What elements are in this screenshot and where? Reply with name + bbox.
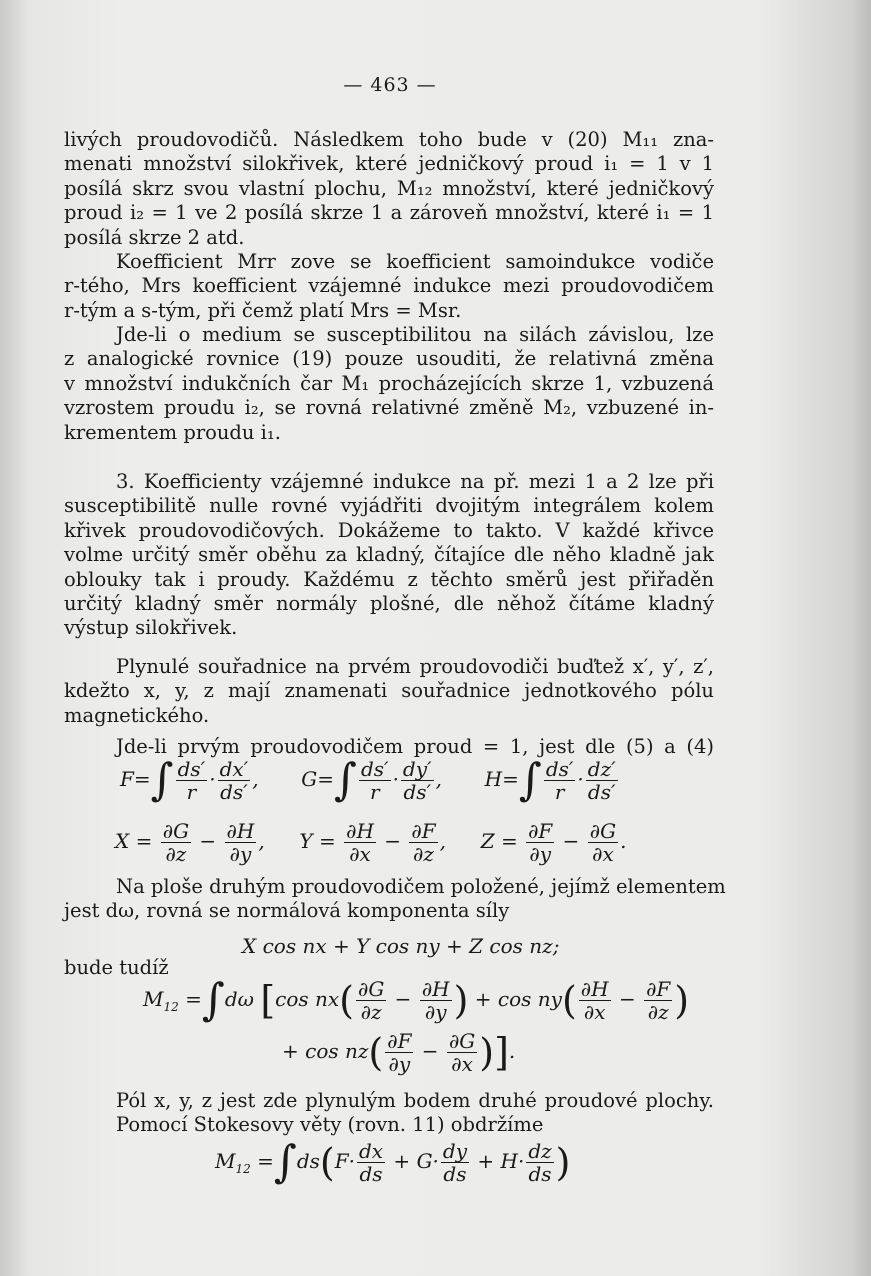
text-line: jest dω, rovná se normálová komponenta síly	[64, 899, 510, 923]
paragraph-5	[64, 655, 714, 728]
text-line: z analogické rovnice (19) pouze usouditi, že relativná změna	[64, 347, 714, 371]
text-line: Jde-li o medium se susceptibilitou na silách závislou, lze	[116, 323, 714, 346]
text-line: křivek proudovodičových. Dokážeme to takto. V každé křivce	[64, 518, 714, 542]
text-line: bude tudíž	[64, 956, 169, 979]
paragraph-2	[64, 250, 714, 323]
text-line: Jde-li prvým proudovodičem proud = 1, jest dle (5) a (4)	[116, 735, 714, 758]
text-line: v množství indukčních čar M₁ procházejících skrze 1, vzbuzená	[64, 371, 714, 395]
text-line: posílá skrz svou vlastní plochu, M₁₂ množství, které jedničkový	[64, 176, 714, 200]
text-line: livých proudovodičů. Následkem toho bude v (20) M₁₁ zna-	[64, 128, 714, 151]
equation-fgh: F=∫ $\frac{ds'}{r}$ · $\frac{dx'}{ds'}$ , G=∫ $\frac{ds'}{r}$ · $\frac{dy'}{ds'}$ , H=∫ $\frac{ds'}{r}$ · $\frac{dz'}{ds'}$	[120, 754, 616, 806]
equation-force: X cos nx + Y cos ny + Z cos nz;	[242, 934, 560, 958]
paragraph-4	[64, 470, 714, 641]
paragraph-9	[64, 1089, 714, 1138]
text-line: výstup silokřivek.	[64, 616, 238, 640]
text-line: kdežto x, y, z mají znamenati souřadnice jednotkového pólu	[64, 679, 714, 703]
text-line: vzrostem proudu i₂, se rovná relativné změně M₂, vzbuzené in-	[64, 396, 714, 420]
paragraph-1	[64, 128, 714, 250]
text-line: posílá skrze 2 atd.	[64, 225, 245, 249]
equation-xyz: X = $\frac{\partial G}{\partial z}$ − $\frac{\partial H}{\partial y}$ , Y = $\frac{\partial H}{\partial x}$ − $\frac{\partial F}{\partial z}$ , Z = $\frac{\partial F}{\partial y}$ − $\frac{\partial G}{\partial x}$ .	[115, 819, 627, 866]
text-line: oblouky tak i proudy. Každému z těchto směrů jest přiřaděn	[64, 567, 714, 591]
paragraph-8	[64, 956, 714, 980]
text-line: Koefficient Mrr zove se koefficient samoindukce vodiče	[116, 250, 714, 273]
text-line: proud i₂ = 1 ve 2 posílá skrze 1 a zároveň množství, které i₁ = 1	[64, 201, 714, 225]
text-line: menati množství silokřivek, které jedničkový proud i₁ = 1 v 1	[64, 152, 714, 176]
text-line: Na ploše druhým proudovodičem položené, jejímž elementem	[116, 875, 726, 898]
text-line: krementem proudu i₁.	[64, 420, 281, 444]
page-number: — 463 —	[343, 74, 437, 96]
equation-m12-line1: $M_{12} =\int d\omega$ [cos nx( $\frac{\partial G}{\partial z}$ − $\frac{\partial H}{\partial y}$ ) + cos ny( $\frac{\partial H}{\partial x}$ − $\frac{\partial F}{\partial z}$ )	[143, 974, 690, 1026]
text-line: magnetického.	[64, 703, 210, 727]
text-line: susceptibilitě nulle rovné vyjádřiti dvojitým integrálem kolem	[64, 494, 714, 518]
paragraph-3	[64, 323, 714, 445]
text-line: Pól x, y, z jest zde plynulým bodem druhé proudové plochy.	[116, 1089, 714, 1112]
equation-stokes: $M_{12} =\int ds(F\cdot$ $\frac{dx}{ds}$ + G· $\frac{dy}{ds}$ + H· $\frac{dz}{ds}$ )	[215, 1136, 571, 1188]
paragraph-7	[64, 875, 726, 924]
text-line: r-tým a s-tým, při čemž platí Mrs = Msr.	[64, 298, 462, 322]
equation-m12-line2: + cos nz( $\frac{\partial F}{\partial y}$ − $\frac{\partial G}{\partial x}$ )].	[282, 1029, 516, 1076]
text-line: určitý kladný směr normály plošné, dle něhož čítáme kladný	[64, 592, 714, 616]
text-line: 3. Koefficienty vzájemné indukce na př. mezi 1 a 2 lze při	[116, 470, 714, 493]
text-line: r-tého, Mrs koefficient vzájemné indukce mezi proudovodičem	[64, 274, 714, 298]
text-line: Pomocí Stokesovy věty (rovn. 11) obdržíme	[116, 1113, 544, 1137]
text-line: Plynulé souřadnice na prvém proudovodiči buďtež x′, y′, z′,	[116, 655, 714, 678]
text-line: volme určitý směr oběhu za kladný, čítajíce dle něho kladně jak	[64, 543, 714, 567]
